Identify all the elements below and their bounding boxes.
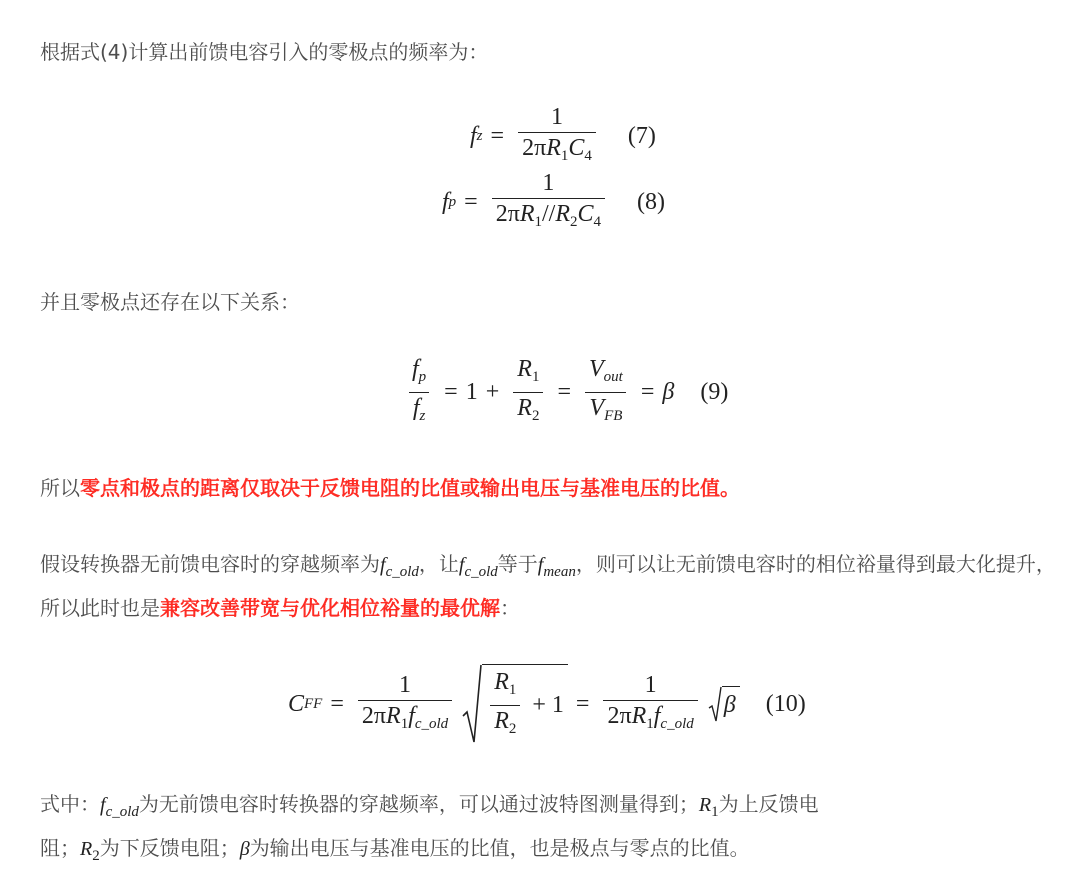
equation-8: f p = $\frac{1}{2\pi R_1//R_2C_4}$ (8) <box>442 170 665 235</box>
eq9-V-top: V <box>588 356 604 382</box>
eq10-c-old-2: c_old <box>660 715 694 732</box>
eq10-c-old-1: c_old <box>414 715 449 732</box>
eq10-FF-sub: FF <box>304 695 323 712</box>
eq9-R1: R <box>517 356 532 382</box>
paragraph-intro: 根据式(4)计算出前馈电容引入的零极点的频率为： <box>40 40 489 64</box>
eq7-lhs-sub: z <box>476 128 483 144</box>
eq8-tag: (8) <box>637 189 666 215</box>
eq10-sqrt-beta <box>708 686 740 722</box>
eq9-p-sub: p <box>418 369 427 385</box>
def-text-g: 为输出电压与基准电压的比值，也是极点与零点的比值。 <box>249 836 750 860</box>
eq10-two-pi-1: 2π <box>361 702 387 729</box>
assumption-text-d: ，则可以让无前馈电容时的相位裕量得到最大化提升，所以此时也是 <box>40 552 1056 620</box>
radical-sign-small <box>708 686 722 722</box>
eq7-denominator <box>518 132 596 169</box>
def-R2-sub: 2 <box>92 848 100 864</box>
eq10-tag: (10) <box>765 690 806 717</box>
def-text-d: 阻； <box>40 836 80 860</box>
def-text-e: 为下反馈电阻； <box>99 836 240 860</box>
assumption-text-a: 假设转换器无前馈电容时的穿越频率为 <box>40 552 380 576</box>
def-R1: R <box>698 794 712 816</box>
eq8-den-R2: R <box>555 201 571 227</box>
eq10-beta: β <box>722 686 740 722</box>
eq10-sqrt <box>462 664 568 744</box>
eq9-R2-sub: 2 <box>531 408 540 424</box>
assumption-text-b: ，让 <box>418 552 459 576</box>
eq10-R-sub-2: 1 <box>646 715 654 732</box>
conclusion-prefix: 所以 <box>40 476 80 500</box>
eq10-plus-one: + 1 <box>532 692 564 718</box>
eq10-frac-r1-r2 <box>490 669 520 742</box>
eq9-frac-r1-r2 <box>513 356 543 429</box>
eq8-numerator: 1 <box>542 170 555 196</box>
eq8-den-C: C <box>577 201 594 227</box>
eq10-R2: R <box>494 708 509 734</box>
eq10-R1: R <box>494 669 509 695</box>
paragraph-assumption <box>40 546 1070 626</box>
eq8-den-C-sub: 4 <box>593 214 602 230</box>
eq10-R-sub-1: 1 <box>400 715 409 732</box>
eq9-f-bottom: f <box>412 395 420 421</box>
eq9-V-bottom: V <box>589 395 605 421</box>
eq7-lhs-var: f <box>470 123 477 149</box>
eq9-z-sub: z <box>419 408 426 424</box>
equation-10: C FF = $\frac{1}{2\pi R_1f_{c\_old}}$ $\frac{R_1}{R_2}$ + 1 = $\frac{1}{2\pi R_1f_{c\_old}}$ β (10) <box>288 664 806 744</box>
def-R1-sub: 1 <box>711 804 719 820</box>
def-text-c: 为上反馈电 <box>718 792 819 816</box>
eq10-two-pi-2: 2π <box>607 702 632 729</box>
eq10-f-2: f <box>653 702 661 729</box>
eq10-frac-1 <box>358 672 452 737</box>
eq8-den-prefix: 2π <box>495 201 520 227</box>
eq9-frac-vout-vfb <box>585 356 627 429</box>
eq9-f-top: f <box>412 356 419 382</box>
eq9-frac-fp-fz <box>408 356 430 429</box>
equation-9: $\frac{f_p}{f_z}$ = 1 + $\frac{R_1}{R_2}$ = $\frac{V_{out}}{V_{FB}}$ = β (9) <box>402 356 728 429</box>
eq10-num-2: 1 <box>644 671 657 698</box>
def-f: f <box>100 794 106 816</box>
eq8-den-R2-sub: 2 <box>570 214 578 230</box>
eq8-den-R1: R <box>519 201 535 227</box>
eq7-den-prefix: 2π <box>522 135 547 161</box>
eq10-C: C <box>288 690 305 717</box>
eq10-R-1: R <box>386 702 401 729</box>
radical-sign <box>462 664 482 744</box>
paragraph-conclusion <box>40 470 1070 506</box>
eq8-fraction <box>492 170 605 235</box>
eq7-tag: (7) <box>627 123 656 149</box>
assumption-mean: mean <box>543 564 576 580</box>
def-c-old: c_old <box>105 804 139 820</box>
eq9-out-sub: out <box>603 369 623 385</box>
eq8-denominator <box>492 198 605 235</box>
conclusion-highlight: 零点和极点的距离仅取决于反馈电阻的比值或输出电压与基准电压的比值。 <box>80 476 740 500</box>
paragraph-definitions <box>40 786 1070 874</box>
eq9-one: 1 <box>465 379 478 405</box>
eq8-den-R1-sub: 1 <box>534 214 543 230</box>
eq9-beta: β <box>662 379 675 405</box>
eq10-frac-2 <box>603 672 697 737</box>
assumption-f1: f <box>380 554 386 576</box>
eq7-fraction <box>518 104 596 169</box>
def-R2: R <box>80 838 93 860</box>
eq7-den-R-sub: 1 <box>560 148 569 164</box>
eq10-R1-sub: 1 <box>508 682 517 698</box>
eq9-FB-sub: FB <box>604 408 623 424</box>
assumption-f2: f <box>458 554 465 576</box>
eq7-numerator: 1 <box>550 104 563 130</box>
paragraph-relation: 并且零极点还存在以下关系： <box>40 290 300 314</box>
eq9-R1-sub: 1 <box>531 369 540 385</box>
eq10-num-1: 1 <box>399 671 412 698</box>
assumption-text-c: 等于 <box>497 552 538 576</box>
eq7-den-C-sub: 4 <box>584 148 592 164</box>
assumption-c-old-2: c_old <box>464 564 498 580</box>
eq7-den-C: C <box>568 135 585 161</box>
def-text-b: 为无前馈电容时转换器的穿越频率，可以通过波特图测量得到； <box>138 792 699 816</box>
eq8-lhs-sub: p <box>448 194 457 210</box>
eq9-R2: R <box>517 395 532 421</box>
assumption-highlight: 兼容改善带宽与优化相位裕量的最优解 <box>160 596 500 620</box>
eq8-den-parallel: // <box>542 201 556 227</box>
equation-7: f z = $\frac{1}{2\pi R_1C_4}$ (7) <box>470 104 656 169</box>
eq10-f-1: f <box>408 702 415 729</box>
assumption-c-old-1: c_old <box>385 564 419 580</box>
def-text-a: 式中： <box>40 792 100 816</box>
assumption-f3: f <box>537 554 544 576</box>
eq9-tag: (9) <box>700 379 729 405</box>
eq8-lhs-var: f <box>442 189 449 215</box>
eq7-den-R: R <box>546 135 561 161</box>
def-beta: β <box>239 838 250 860</box>
eq10-R-2: R <box>631 702 647 729</box>
assumption-text-e: ： <box>500 596 520 620</box>
eq10-R2-sub: 2 <box>508 721 517 737</box>
